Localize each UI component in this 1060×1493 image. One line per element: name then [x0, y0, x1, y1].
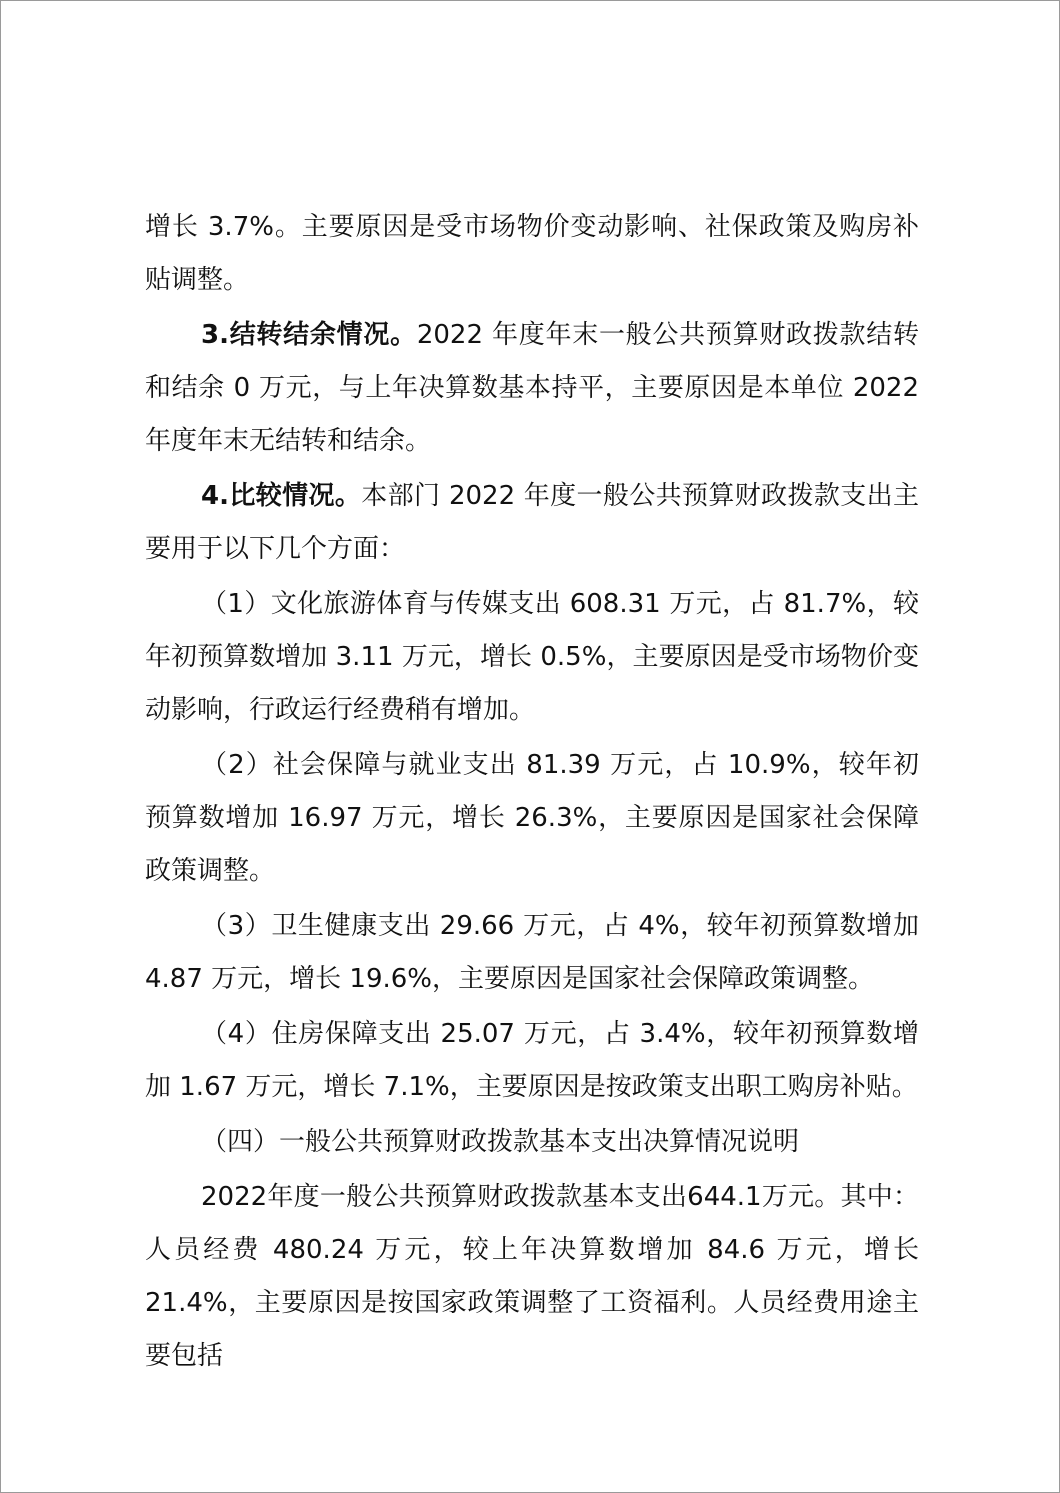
section-title-basic-expenditure: （四）一般公共预算财政拨款基本支出决算情况说明: [201, 1127, 800, 1157]
paragraph-growth-reason: 增长 3.7%。主要原因是受市场物价变动影响、社保政策及购房补贴调整。: [145, 212, 919, 295]
carryover-text: 2022 年度年末一般公共预算财政拨款结转和结余 0 万元，与上年决算数基本持平，主要原因是本单位 2022 年度年末无结转和结余。: [145, 320, 920, 456]
paragraph-item-health: （3）卫生健康支出 29.66 万元，占 4%，较年初预算数增加 4.87 万元，增长 19.6%，主要原因是国家社会保障政策调整。: [145, 911, 919, 994]
paragraph-basic-expenditure: 2022年度一般公共预算财政拨款基本支出644.1万元。其中：人员经费 480.24 万元，较上年决算数增加 84.6 万元，增长 21.4%，主要原因是按国家政策调整了工资福利。人员经费用途主要包括: [145, 1182, 919, 1371]
comparison-text: 本部门 2022 年度一般公共预算财政拨款支出主要用于以下几个方面：: [145, 481, 920, 564]
comparison-heading: 4.比较情况。: [201, 481, 362, 511]
carryover-heading: 3.结转结余情况。: [201, 320, 417, 350]
paragraph-comparison: [145, 470, 919, 576]
paragraph-item-culture: （1）文化旅游体育与传媒支出 608.31 万元，占 81.7%，较年初预算数增加 3.11 万元，增长 0.5%，主要原因是受市场物价变动影响，行政运行经费稍有增加。: [145, 589, 919, 725]
paragraph-carryover: [145, 309, 919, 468]
document-body: [145, 201, 919, 1385]
paragraph-item-social-security: （2）社会保障与就业支出 81.39 万元，占 10.9%，较年初预算数增加 16.97 万元，增长 26.3%，主要原因是国家社会保障政策调整。: [145, 750, 919, 886]
paragraph-item-housing: （4）住房保障支出 25.07 万元，占 3.4%，较年初预算数增加 1.67 万元，增长 7.1%，主要原因是按政策支出职工购房补贴。: [145, 1019, 919, 1102]
